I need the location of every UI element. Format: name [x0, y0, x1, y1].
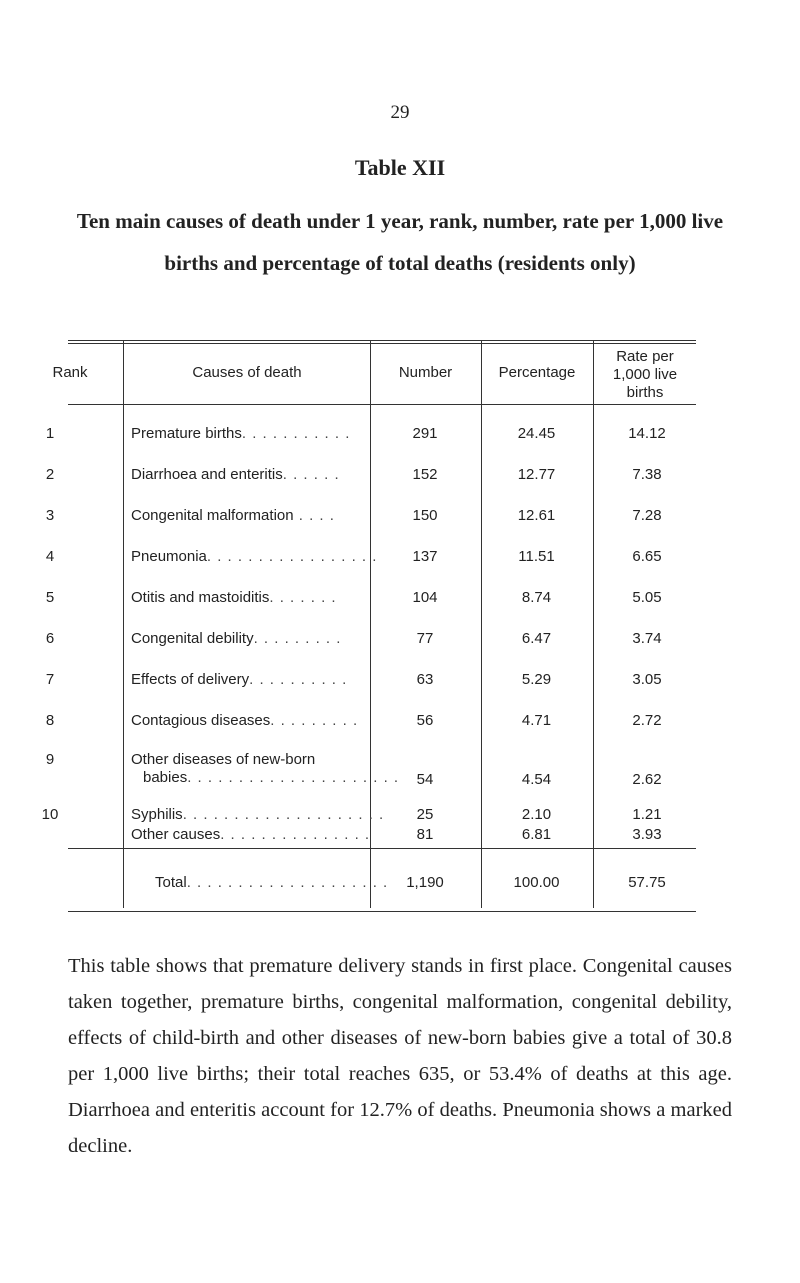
row-cause [131, 466, 369, 483]
total-rate: 57.75 [628, 874, 666, 891]
row-percentage: 4.54 [521, 771, 552, 788]
cause-text: Other causes [131, 826, 221, 843]
row-percentage: 12.77 [517, 466, 556, 483]
row-percentage: 5.29 [521, 671, 552, 688]
leader-dots: . . . . . . . . . [270, 712, 359, 729]
row-rank: 4 [45, 548, 55, 565]
table-title: Table XII [354, 155, 446, 180]
row-rate: 2.62 [632, 771, 662, 788]
cause-text: Effects of delivery [131, 671, 250, 688]
table-heading: Ten main causes of death under 1 year, rank, number, rate per 1,000 live births and percentage of total deaths (residents only) [76, 209, 724, 275]
row-rank: 9 [45, 751, 55, 768]
header-rank: Rank [52, 364, 88, 381]
top-rule-2 [68, 343, 696, 344]
cause-text: Otitis and mastoiditis [131, 589, 270, 606]
row-rate: 3.74 [632, 630, 662, 647]
row-percentage: 6.81 [521, 826, 552, 843]
row-rate: 14.12 [628, 425, 666, 442]
row-cause [131, 589, 369, 606]
leader-dots: . . . . . . . . . [253, 630, 342, 647]
leader-dots: . . . . . . . . . . . . . . . . . . . . . [187, 769, 400, 786]
row-number: 150 [412, 507, 438, 524]
row-cause [131, 806, 385, 823]
row-number: 291 [412, 425, 438, 442]
total-rule [68, 848, 696, 849]
leader-dots: . . . . . . [282, 466, 340, 483]
row-number: 56 [416, 712, 434, 729]
row-cause [131, 751, 369, 768]
row-rank: 2 [45, 466, 55, 483]
total-number: 1,190 [406, 874, 444, 891]
bottom-rule [68, 911, 696, 912]
leader-dots: . . . . . . . . . . . . . . . . . . . . [182, 806, 385, 823]
row-rank: 8 [45, 712, 55, 729]
row-cause [131, 671, 369, 688]
row-cause [131, 507, 369, 524]
row-rate: 3.93 [632, 826, 662, 843]
total-percentage: 100.00 [513, 874, 560, 891]
header-rate: Rate per 1,000 live births [612, 348, 678, 401]
row-rate: 2.72 [632, 712, 662, 729]
body-paragraph: This table shows that premature delivery stands in first place. Congenital causes taken together, premature births, congenital malformation, congenital debility, effects of child-birth and other diseases of new-born babies give a total of 30.8 per 1,000 live births; their total reaches 635, or 53.4% of deaths at this age. Diarrhoea and enteritis account for 12.7% of deaths. Pneumonia shows a marked decline. [68, 955, 732, 1157]
row-rank: 3 [45, 507, 55, 524]
column-divider [123, 340, 124, 908]
header-number: Number [398, 364, 453, 381]
page-number: 29 [390, 102, 410, 123]
cause-text: Congenital debility [131, 630, 254, 647]
row-percentage: 11.51 [518, 548, 555, 565]
cause-text: Syphilis [131, 806, 183, 823]
row-rank: 10 [41, 806, 59, 823]
row-rate: 5.05 [632, 589, 662, 606]
row-number: 137 [412, 548, 438, 565]
row-rank: 5 [45, 589, 55, 606]
row-number: 63 [416, 671, 434, 688]
row-percentage: 8.74 [521, 589, 552, 606]
row-cause-continued [143, 769, 400, 786]
cause-text: Premature births [131, 425, 242, 442]
row-percentage: 24.45 [517, 425, 556, 442]
top-rule-1 [68, 340, 696, 341]
row-number: 77 [416, 630, 434, 647]
cause-text: babies [143, 769, 188, 786]
row-rank: 1 [45, 425, 55, 442]
row-number: 54 [416, 771, 434, 788]
row-rate: 7.38 [632, 466, 662, 483]
leader-dots: . . . . . . . [269, 589, 337, 606]
row-percentage: 4.71 [521, 712, 552, 729]
row-rate: 1.21 [632, 806, 662, 823]
leader-dots: . . . . . . . . . . . . . . . . . . . . [186, 874, 389, 891]
header-cause: Causes of death [192, 364, 302, 381]
row-cause [131, 548, 378, 565]
row-number: 152 [412, 466, 438, 483]
leader-dots: . . . . [293, 507, 335, 524]
cause-text: Congenital malformation [131, 507, 294, 524]
row-rank: 7 [45, 671, 55, 688]
row-rate: 7.28 [632, 507, 662, 524]
leader-dots: . . . . . . . . . . . . . . . [220, 826, 371, 843]
leader-dots: . . . . . . . . . . . [241, 425, 351, 442]
row-cause [131, 826, 369, 843]
row-cause [131, 425, 369, 442]
row-percentage: 2.10 [521, 806, 552, 823]
row-number: 104 [412, 589, 438, 606]
cause-text: Contagious diseases [131, 712, 271, 729]
row-percentage: 12.61 [517, 507, 556, 524]
row-rate: 3.05 [632, 671, 662, 688]
row-rate: 6.65 [632, 548, 662, 565]
row-number: 25 [416, 806, 434, 823]
leader-dots: . . . . . . . . . . [249, 671, 348, 688]
cause-text: Other diseases of new-born [131, 751, 316, 768]
row-cause [131, 712, 369, 729]
row-number: 81 [416, 826, 434, 843]
row-percentage: 6.47 [521, 630, 552, 647]
header-percentage: Percentage [498, 364, 576, 381]
cause-text: Pneumonia [131, 548, 207, 565]
header-rule [68, 404, 696, 405]
total-label [155, 874, 393, 891]
cause-text: Diarrhoea and enteritis [131, 466, 283, 483]
leader-dots: . . . . . . . . . . . . . . . . . [206, 548, 378, 565]
row-cause [131, 630, 369, 647]
total-text: Total [155, 874, 187, 891]
row-rank: 6 [45, 630, 55, 647]
